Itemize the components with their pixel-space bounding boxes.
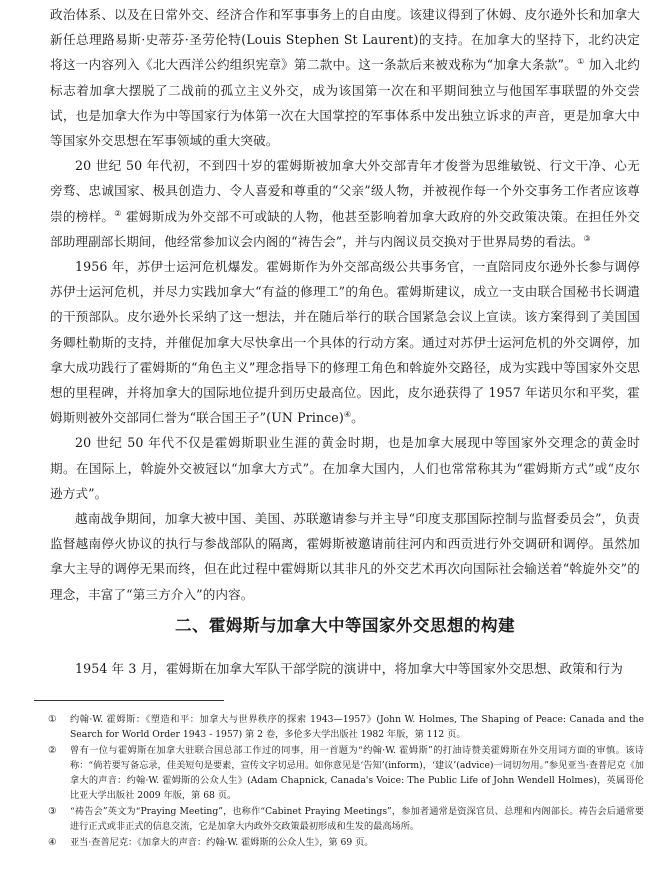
footnote: [34, 835, 644, 850]
body-paragraph: [50, 153, 640, 254]
paragraph-text: 霍姆斯成为外交部不可或缺的人物，他甚至影响着加拿大政府的外交政策决策。在担任外交部助理副部长期间，他经常参加议会内阁的“祷告会”，并与内阁议员交换对于世界局势的看法。: [50, 208, 640, 249]
section-opening-paragraph: 1954 年 3 月，霍姆斯在加拿大军队干部学院的演讲中，将加拿大中等国家外交思想、政策和行为: [75, 661, 623, 676]
paragraph-text: 。: [351, 410, 364, 426]
paragraph-text: 政治体系、以及在日常外交、经济合作和军事事务上的自由度。该建议得到了休姆、皮尔逊外长和加拿大新任总理路易斯·史蒂芬·圣劳伦特(Louis Stephen St Laurent)的支持。在加拿大的坚持下，北约决定将这一内容列入《北大西洋公约组织宪章》第二款中。这一条款后来被戏称为“加拿大条款”。: [50, 7, 640, 73]
body-text: [50, 2, 640, 607]
footnote-rule: [34, 700, 224, 701]
footnote: [34, 712, 644, 742]
body-paragraph: [50, 506, 640, 607]
footnote-reference: ④: [343, 410, 352, 420]
paragraph-text: 20 世纪 50 年代不仅是霍姆斯职业生涯的黄金时期，也是加拿大展现中等国家外交理念的黄金时期。在国际上，斡旋外交被冠以“加拿大方式”。在加拿大国内，人们也常常称其为“霍姆斯方式”或“皮尔逊方式”。: [50, 435, 640, 501]
footnote-reference: ②: [114, 208, 122, 218]
footnote-marker: ②: [48, 745, 57, 756]
footnote-reference: ③: [583, 233, 591, 243]
footnote-marker: ①: [48, 714, 57, 725]
footnote-text: 曾有一位与霍姆斯在加拿大驻联合国总部工作过的同事，用一首题为“约翰·W. 霍姆斯”的打油诗赞美霍姆斯在外交用词方面的审慎。该诗称：“倘若要写备忘录，佳美短句是要素，宣传文字切忌用。如你意见是‘告知’(inform)，‘建议’(advice)一词切勿用。”参见亚当·查普尼克《加拿大的声音：约翰·W. 霍姆斯的公众人生》(Adam Chapnick, Canada's Voice: The Public Life of John Wendell Holmes)，英属哥伦比亚大学出版社 2009 年版，第 68 页。: [70, 745, 644, 801]
footnote-text: “祷告会”英文为“Praying Meeting”，也称作“Cabinet Praying Meetings”，参加者通常是资深官员、总理和内阁部长。祷告会后通常要进行正式或非正式的信息交流，它是加拿大内政外交政策最初形成和生发的最高场所。: [70, 806, 644, 832]
body-paragraph: [50, 2, 640, 153]
paragraph-text: 1956 年，苏伊士运河危机爆发。霍姆斯作为外交部高级公共事务官，一直陪同皮尔逊外长参与调停苏伊士运河危机，并尽力实践加拿大“有益的修理工”的角色。霍姆斯建议，成立一支由联合国秘书长调遣的干预部队。皮尔逊外长采纳了这一想法，并在随后举行的联合国紧急会议上宣读。该方案得到了美国国务卿杜勒斯的支持，并催促加拿大尽快拿出一个具体的行动方案。通过对苏伊士运河危机的外交调停，加拿大成功践行了霍姆斯的“角色主义”理念指导下的修理工角色和斡旋外交路径，成为实践中等国家外交思想的里程碑，并将加拿大的国际地位提升到历史最高位。因此，皮尔逊获得了 1957 年诺贝尔和平奖，霍姆斯则被外交部同仁誉为“联合国王子”(UN Prince): [50, 259, 640, 426]
body-paragraph: [50, 430, 640, 506]
footnote-marker: ④: [48, 837, 57, 848]
footnote-text: 亚当·查普尼克：《加拿大的声音：约翰·W. 霍姆斯的公众人生》，第 69 页。: [70, 837, 374, 848]
footnote: [34, 804, 644, 834]
body-paragraph: [50, 254, 640, 430]
footnote-text: 约翰·W. 霍姆斯：《塑造和平：加拿大与世界秩序的探索 1943—1957》(John W. Holmes, The Shaping of Peace: Canada and the Search for World Order 1943 - 1957) 第 2 卷，多伦多大学出版社 1982 年版，第 112 页。: [70, 714, 644, 740]
footnote-marker: ③: [48, 806, 57, 817]
section-heading: 二、霍姆斯与加拿大中等国家外交思想的构建: [175, 616, 515, 635]
paragraph-text: 加入北约标志着加拿大摆脱了二战前的孤立主义外交，成为该国第一次在和平期间独立与他国军事联盟的外交尝试，也是加拿大作为中等国家行为体第一次在大国掌控的军事体系中发出独立诉求的声音，更是加拿大中等国家外交思想在军事领域的重大突破。: [50, 57, 640, 149]
footnotes: [34, 712, 644, 851]
section-opening: [50, 656, 640, 681]
paragraph-text: 20 世纪 50 年代初，不到四十岁的霍姆斯被加拿大外交部青年才俊誉为思维敏锐、行文干净、心无旁骛、忠诚国家、极具创造力、令人喜爱和尊重的“父亲”级人物，并被视作每一个外交事务工作者应该尊崇的榜样。: [50, 158, 640, 224]
footnote-reference: ①: [577, 57, 585, 67]
paragraph-text: 越南战争期间，加拿大被中国、美国、苏联邀请参与并主导“印度支那国际控制与监督委员会”，负责监督越南停火协议的执行与参战部队的隔离，霍姆斯被邀请前往河内和西贡进行外交调研和调停。虽然加拿大主导的调停无果而终，但在此过程中霍姆斯以其非凡的外交艺术再次向国际社会输送着“斡旋外交”的理念，丰富了“第三方介入”的内容。: [50, 511, 640, 602]
footnote: [34, 743, 644, 803]
